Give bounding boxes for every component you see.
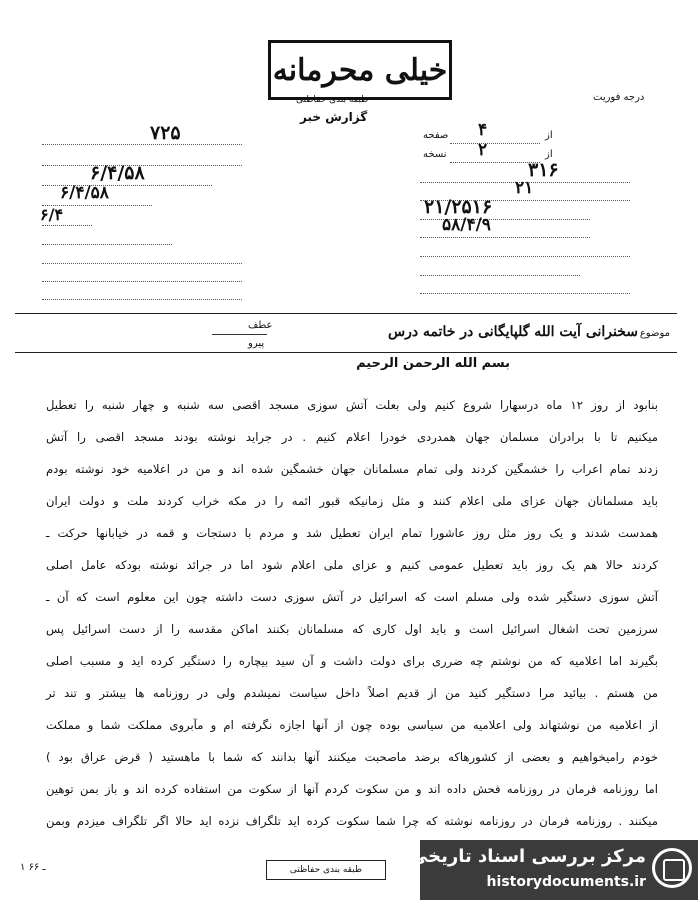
- copy-end: نسخه: [423, 149, 447, 160]
- field-occur-date-value: ۶/۴/۵۸: [90, 162, 145, 184]
- recipients-line-2: [420, 292, 630, 294]
- recipients-line-1: [420, 274, 580, 276]
- ref-atf-label: عطف: [248, 320, 273, 331]
- body-line: بگیرند اما اعلامیه که من نوشتم چه ضرری برای دولت داشت و آن سید بیچاره را دستگیر کرده اید و مسبب اصلی: [46, 654, 658, 668]
- footer-classification-box: طبقه بندی حفاظتی: [266, 860, 386, 880]
- subject-label: موضوع: [639, 328, 670, 339]
- page-end: صفحه: [423, 130, 449, 141]
- header-divider: [15, 313, 677, 314]
- copy-mid: از: [545, 149, 553, 160]
- field-source-value: ۷۲۵: [150, 122, 181, 144]
- top-secret-stamp: [268, 40, 452, 100]
- attachment-line: [420, 255, 630, 257]
- body-line: زدند تمام اعراب را خشمگین کردند ولی تمام مسلمانان جهان خشمگین شده اند و من در اعلامیه خود نوشته بودم: [46, 462, 658, 476]
- body-line: میکنیم تا با برادران مسلمان جهان همدردی خودرا اعلام کنیم . در جراید نوشته بودند مسجد اقصی را آتش: [46, 430, 658, 444]
- archive-watermark: [409, 840, 698, 900]
- ref-peyro-label: پیرو: [248, 338, 265, 349]
- field-ops-date-value: ۶/۴: [40, 205, 64, 224]
- classification-label: طبقه بندی حفاظتی: [296, 95, 369, 105]
- bismillah: بسم الله الرحمن الرحیم: [356, 356, 510, 371]
- field-source-line: [42, 143, 242, 145]
- field-notes-line-1: [42, 243, 172, 245]
- report-date-value: ۵۸/۴/۹: [442, 215, 491, 235]
- field-notes-line-4: [42, 298, 242, 300]
- body-line: سرزمین تحت اشغال اسرائیل است و باید اول کاری که مسلمانان بکنند اماکن مقدسه را از دست اسرائیل پس: [46, 622, 658, 636]
- body-line: بنابود از روز ۱۲ ماه درسهارا شروع کنیم ولی بعلت آتش سوزی مسجد اقصی سه شنبه و چهار شنبه را تعطیل: [46, 398, 659, 412]
- copy-line: [450, 161, 540, 163]
- watermark-title: مرکز بررسی اسناد تاریخی: [409, 846, 646, 867]
- report-date-line: [420, 236, 590, 238]
- body-line: از اعلامیه من نوشتهاند ولی اعلامیه من سیاسی بوده چون از آنها اجازه نگرفته ام و مآبروی مملکت شما و مملکت: [46, 718, 658, 732]
- priority-label: درجه فوریت: [593, 92, 645, 103]
- body-line: باید مسلمانان جهان عزای ملی اعلام کنند و مثل زمانیکه قبور ائمه را در مکه خراب کردند ملت و دولت ایران: [46, 494, 658, 508]
- from-value: ۲۱: [515, 178, 534, 198]
- subject-value: سخنرانی آیت الله گلپایگانی در خاتمه درس: [388, 324, 638, 340]
- body-line: من هستم . بیائید مرا دستگیر کنید من از قدیم اصلاً داخل سیاست نمیشدم ولی در روزنامه ها بیشتر و تند تر: [46, 686, 658, 700]
- ref-divider: [212, 334, 267, 335]
- page-mark: ۱ ـ ۶۶: [20, 862, 46, 873]
- page-line: [450, 142, 540, 144]
- body-line: خودم رامیخواهیم و بعضی از کشورهاکه برضد ماصحبت میکنند آنها بدانند که شما با ماهستید ( قرض عراق بود ): [46, 750, 658, 764]
- to-value: ۳۱۶: [528, 159, 559, 181]
- body-line: کردند حالا هم یک روز باید تعطیل عمومی کنیم و عزای ملی اعلام شود اما در جرائد نوشته بودکه عامل اصلی: [46, 558, 658, 572]
- body-line: همدست شدند و یک روز مثل روز عاشورا تمام ایران تعطیل شد و مردم با دستجات و قمه در خیابانها حرکت ـ: [46, 526, 658, 540]
- field-ops-date-line: [42, 224, 92, 226]
- field-notes-line-2: [42, 262, 242, 264]
- watermark-url: historydocuments.ir: [486, 874, 646, 890]
- stamp-text: خیلی محرمانه: [272, 52, 448, 88]
- body-line: اما روزنامه فرمان در روزنامه فحش داده اند و من سکوت کردم آنها از سکوت من استفاده کرده اند و باز بمن توهین: [46, 782, 658, 796]
- report-number-value: ۲۱/۲۵۱۶: [424, 196, 493, 218]
- archive-seal-icon: [652, 848, 692, 888]
- subject-divider: [15, 352, 677, 353]
- copy-total-value: ۲: [478, 140, 488, 160]
- body-line: آتش سوزی دستگیر شده ولی مسلم است که اسرائیل در آتش سوزی دست داشته چون این معلوم است که آن ـ: [46, 590, 658, 604]
- field-notes-line-3: [42, 280, 242, 282]
- page-mid: از: [545, 130, 553, 141]
- report-type-title: گزارش خبر: [300, 110, 368, 124]
- field-received-date-value: ۶/۴/۵۸: [60, 183, 109, 203]
- body-line: میکنند . روزنامه فرمان در روزنامه نوشته که چرا شما سکوت کرده اید تلگراف نزده اید حالا اگر تلگراف میزدم وبمن: [46, 814, 658, 828]
- page-total-value: ۴: [478, 120, 488, 140]
